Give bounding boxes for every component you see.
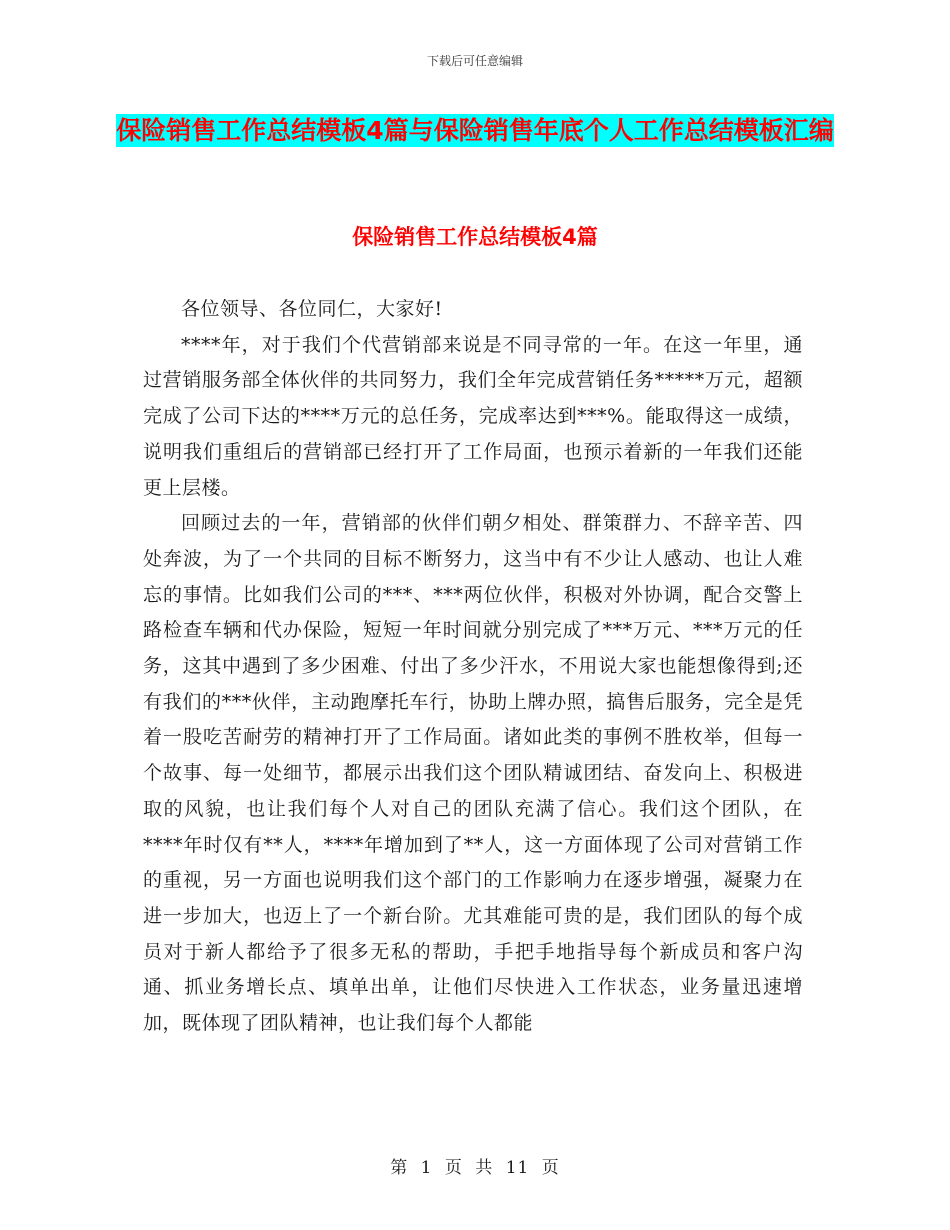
page-number: 第 1 页 共 11 页 [390, 1158, 560, 1178]
document-body [143, 292, 803, 1042]
section-title: 保险销售工作总结模板4篇 [352, 225, 598, 249]
document-title-text: 保险销售工作总结模板4篇与保险销售年底个人工作总结模板汇编 [116, 116, 834, 145]
document-title [100, 108, 850, 154]
header-note: 下载后可任意编辑 [426, 54, 523, 68]
paragraph-summary: ****年，对于我们个代营销部来说是不同寻常的一年。在这一年里，通过营销服务部全体伙伴的共同努力，我们全年完成营销任务*****万元，超额完成了公司下达的****万元的总任务，完成率达到***%。能取得这一成绩，说明我们重组后的营销部已经打开了工作局面，也预示着新的一年我们还能更上层楼。 [143, 333, 803, 499]
paragraph-greeting: 各位领导、各位同仁，大家好! [181, 298, 443, 320]
paragraph-review: 回顾过去的一年，营销部的伙伴们朝夕相处、群策群力、不辞辛苦、四处奔波，为了一个共同的目标不断努力，这当中有不少让人感动、也让人难忘的事情。比如我们公司的***、***两位伙伴，积极对外协调，配合交警上路检查车辆和代办保险，短短一年时间就分别完成了***万元、***万元的任务，这其中遇到了多少困难、付出了多少汗水，不用说大家也能想像得到;还有我们的***伙伴，主动跑摩托车行，协助上牌办照，搞售后服务，完全是凭着一股吃苦耐劳的精神打开了工作局面。诸如此类的事例不胜枚举，但每一个故事、每一处细节，都展示出我们这个团队精诚团结、奋发向上、积极进取的风貌，也让我们每个人对自己的团队充满了信心。我们这个团队，在****年时仅有**人，****年增加到了**人，这一方面体现了公司对营销工作的重视，另一方面也说明我们这个部门的工作影响力在逐步增强，凝聚力在进一步加大，也迈上了一个新台阶。尤其难能可贵的是，我们团队的每个成员对于新人都给予了很多无私的帮助，手把手地指导每个新成员和客户沟通、抓业务增长点、填单出单，让他们尽快进入工作状态，业务量迅速增加，既体现了团队精神，也让我们每个人都能 [143, 512, 803, 1035]
